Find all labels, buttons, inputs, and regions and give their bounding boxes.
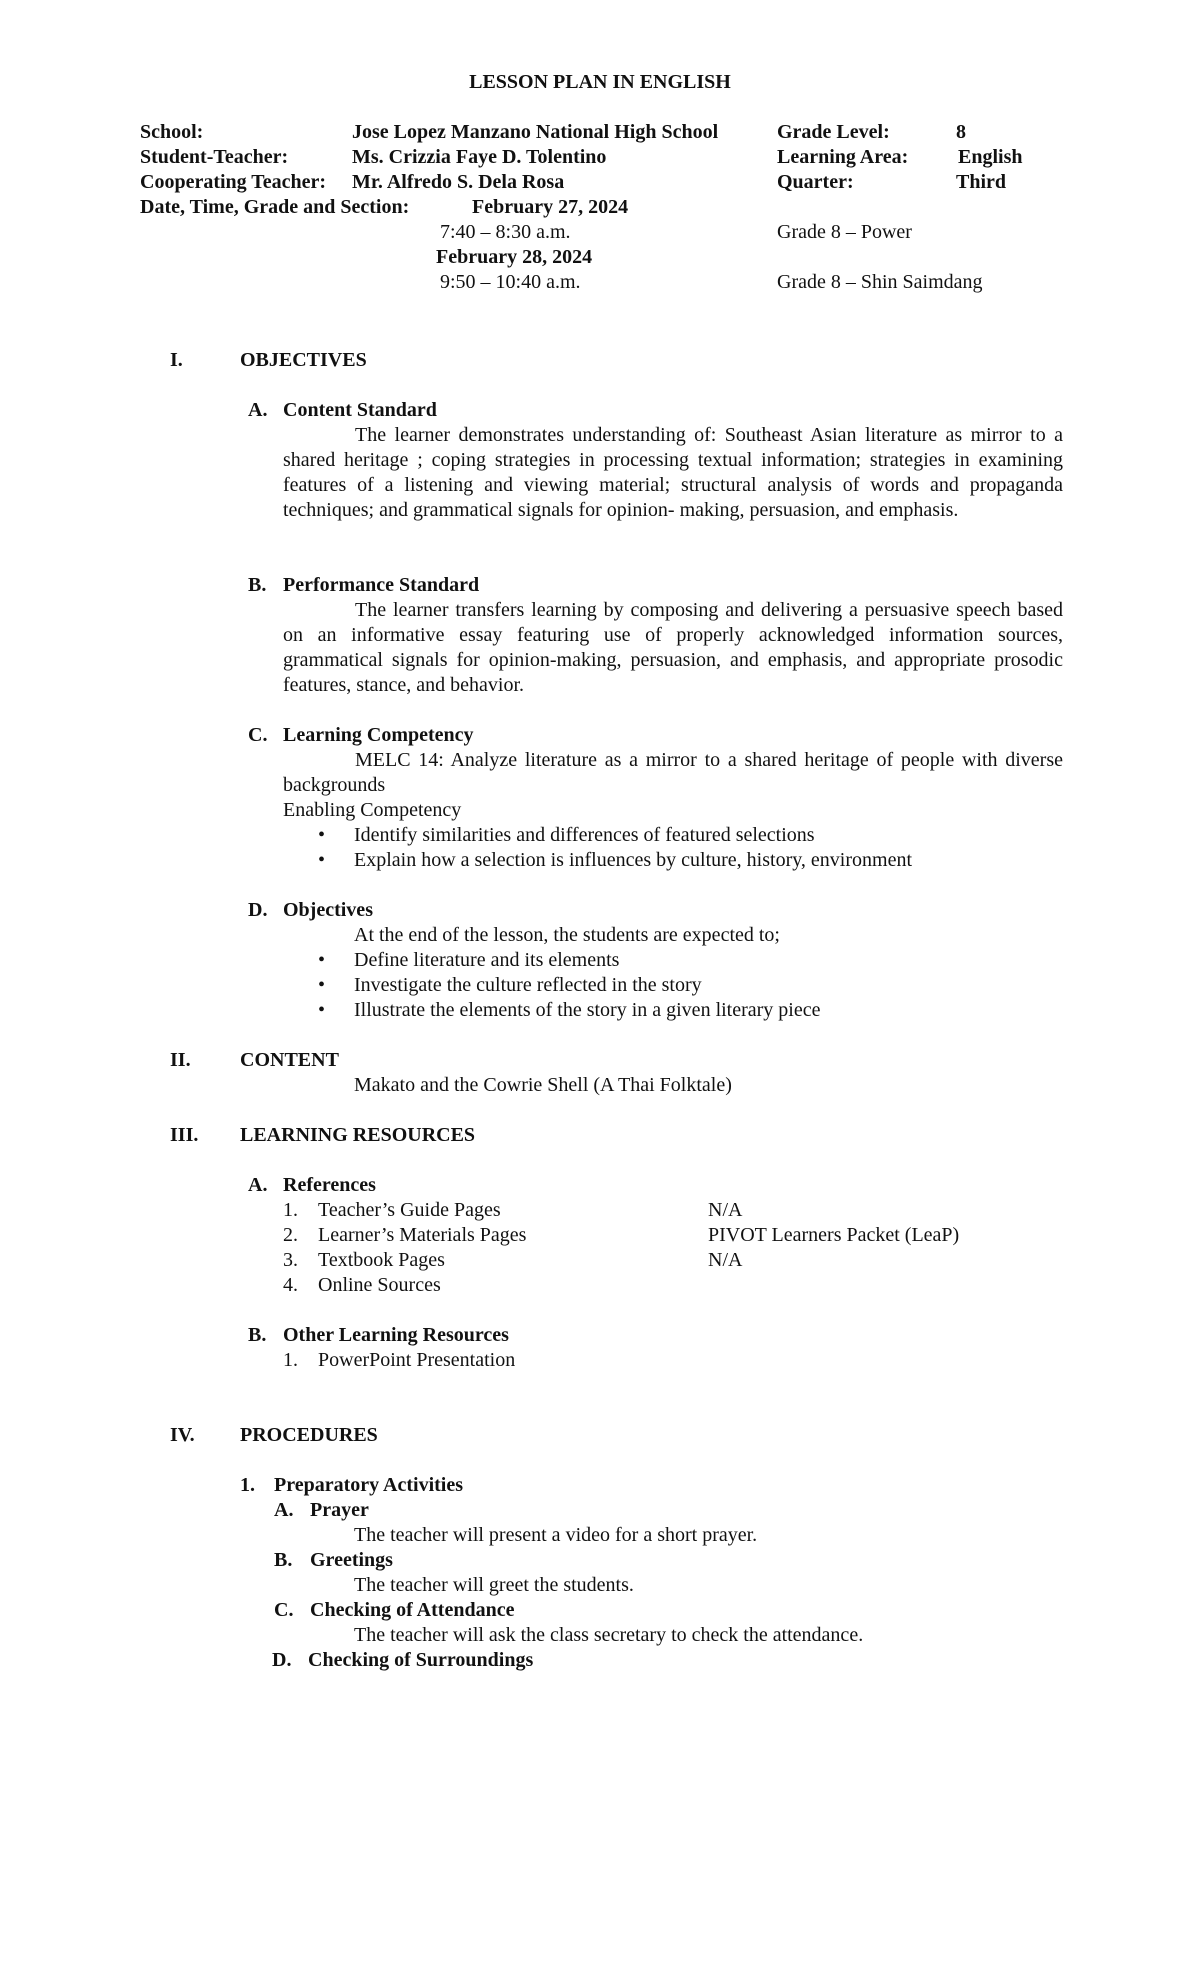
time-1: 7:40 – 8:30 a.m. (440, 221, 571, 243)
proc-item-text: The teacher will present a video for a short prayer. (354, 1524, 758, 1546)
res-b-title: Other Learning Resources (283, 1324, 509, 1346)
ref-num: 1. (283, 1199, 298, 1221)
section-num-iv: IV. (170, 1424, 195, 1446)
section-title-procedures: PROCEDURES (240, 1424, 378, 1446)
enabling-competency-label: Enabling Competency (283, 799, 462, 821)
content-text: Makato and the Cowrie Shell (A Thai Folktale) (354, 1074, 732, 1096)
grade-level-value: 8 (956, 121, 966, 143)
bullet-icon: • (318, 824, 326, 846)
proc-item-letter: B. (274, 1549, 293, 1571)
proc-1-title: Preparatory Activities (274, 1474, 464, 1496)
obj-b-letter: B. (248, 574, 267, 596)
school-value: Jose Lopez Manzano National High School (352, 121, 719, 143)
other-res-label: PowerPoint Presentation (318, 1349, 516, 1371)
proc-item-text: The teacher will ask the class secretary to check the attendance. (354, 1624, 864, 1646)
obj-a-title: Content Standard (283, 399, 437, 421)
proc-item-title: Prayer (310, 1499, 369, 1521)
obj-a-letter: A. (248, 399, 268, 421)
res-a-title: References (283, 1174, 376, 1196)
coop-teacher-value: Mr. Alfredo S. Dela Rosa (352, 171, 565, 193)
bullet-icon: • (318, 999, 326, 1021)
ref-value: PIVOT Learners Packet (LeaP) (708, 1224, 960, 1246)
bullet-icon: • (318, 849, 326, 871)
date-1: February 27, 2024 (472, 196, 629, 218)
learning-area-value: English (958, 146, 1023, 168)
coop-teacher-label: Cooperating Teacher: (140, 171, 327, 193)
section-num-ii: II. (170, 1049, 191, 1071)
section-2: Grade 8 – Shin Saimdang (777, 271, 983, 293)
section-title-objectives: OBJECTIVES (240, 349, 367, 371)
ref-label: Online Sources (318, 1274, 441, 1296)
ref-num: 3. (283, 1249, 298, 1271)
obj-c-letter: C. (248, 724, 268, 746)
section-title-content: CONTENT (240, 1049, 339, 1071)
section-title-learning-resources: LEARNING RESOURCES (240, 1124, 476, 1146)
document-title: LESSON PLAN IN ENGLISH (469, 71, 731, 93)
ref-label: Textbook Pages (318, 1249, 445, 1271)
other-res-num: 1. (283, 1349, 298, 1371)
ref-label: Learner’s Materials Pages (318, 1224, 527, 1246)
proc-item-title: Checking of Surroundings (308, 1649, 534, 1671)
section-num-i: I. (170, 349, 183, 371)
proc-item-title: Checking of Attendance (310, 1599, 515, 1621)
performance-standard-text: The learner transfers learning by composing and delivering a persuasive speech based on an informative essay featuring use of properly acknowledged information sources, grammatical signals for opinion-making, persuasion, and emphasis, and appropriate prosodic features, stance, and behavior. (283, 599, 1063, 696)
proc-item-title: Greetings (310, 1549, 393, 1571)
lesson-plan-page: LESSON PLAN IN ENGLISH School: Jose Lopez Manzano National High School Student-Teacher: Ms. Crizzia Faye D. Tolentino Cooperating Teacher: Mr. Alfredo S. Dela Rosa Date, Time, Grade and Section: February 27, 2024 7:40 – 8:30 a.m. February 28, 2024 9:50 – 10:40 a.m. Grade Level: 8 Learning Area: English Quarter: Third Grade 8 – Power Grade 8 – Shin Saimdang I. OBJECTIVES A. Content Standard The learner demonstrates understanding of: Southeast Asian literature as mirror to a shared heritage ; coping strategies in processing textual information; strategies in examining features of a listening and viewing material; structural analysis of words and propaganda techniques; and grammatical signals for opinion- making, persuasion, and emphasis. B. Performance Standard The learner transfers learning by composing and delivering a persuasive speech based on an informative essay featuring use of properly acknowledged information sources, grammatical signals for opinion-making, persuasion, and emphasis, and appropriate prosodic features, stance, and behavior. C. Learning Competency MELC 14: Analyze literature as a mirror to a shared heritage of people with diverse backgrounds Enabling Competency • Identify similarities and differences of featured selections • Explain how a selection is influences by culture, history, environment D. Objectives At the end of the lesson, the students are expected to; • Define literature and its elements • Investigate the culture reflected in the story • Illustrate the elements of the story in a given literary piece II. CONTENT Makato and the Cowrie Shell (A Thai Folktale) III. LEARNING RESOURCES A. References 1. Teacher’s Guide Pages N/A 2. Learner’s Materials Pages PIVOT Learners Packet (LeaP) 3. Textbook Pages N/A 4. Online Sources B. Other Learning Resources 1. PowerPoint Presentation IV. PROCEDURES 1. Preparatory Activities A. Prayer The teacher will present a video for a short prayer. B. Greetings The teacher will greet the students. C. Checking of Attendance The teacher will ask the class secretary to check the attendance. D. Checking of Surroundings (0, 0, 1200, 1976)
ref-num: 2. (283, 1224, 298, 1246)
ref-num: 4. (283, 1274, 298, 1296)
ref-label: Teacher’s Guide Pages (318, 1199, 501, 1221)
bullet-icon: • (318, 949, 326, 971)
quarter-label: Quarter: (777, 171, 854, 193)
proc-item-letter: A. (274, 1499, 294, 1521)
bullet-icon: • (318, 974, 326, 996)
grade-level-label: Grade Level: (777, 121, 890, 143)
obj-b-title: Performance Standard (283, 574, 480, 596)
school-label: School: (140, 121, 204, 143)
obj-d-letter: D. (248, 899, 268, 921)
proc-item-letter: D. (272, 1649, 292, 1671)
proc-item-text: The teacher will greet the students. (354, 1574, 634, 1596)
learning-competency-text: MELC 14: Analyze literature as a mirror to a shared heritage of people with diverse backgrounds (283, 749, 1063, 796)
time-2: 9:50 – 10:40 a.m. (440, 271, 581, 293)
obj-c-title: Learning Competency (283, 724, 474, 746)
student-teacher-value: Ms. Crizzia Faye D. Tolentino (352, 146, 607, 168)
content-standard-text: The learner demonstrates understanding of: Southeast Asian literature as mirror to a shared heritage ; coping strategies in processing textual information; strategies in examining features of a listening and viewing material; structural analysis of words and propaganda techniques; and grammatical signals for opinion- making, persuasion, and emphasis. (283, 424, 1063, 521)
datetime-label: Date, Time, Grade and Section: (140, 196, 410, 218)
res-b-letter: B. (248, 1324, 267, 1346)
proc-1-num: 1. (240, 1474, 255, 1496)
objectives-intro: At the end of the lesson, the students are expected to; (354, 924, 780, 946)
ref-value: N/A (708, 1249, 743, 1271)
res-a-letter: A. (248, 1174, 268, 1196)
date-2: February 28, 2024 (436, 246, 593, 268)
proc-item-letter: C. (274, 1599, 294, 1621)
section-num-iii: III. (170, 1124, 199, 1146)
section-1: Grade 8 – Power (777, 221, 912, 243)
student-teacher-label: Student-Teacher: (140, 146, 289, 168)
obj-d-title: Objectives (283, 899, 373, 921)
quarter-value: Third (956, 171, 1007, 193)
learning-area-label: Learning Area: (777, 146, 909, 168)
ref-value: N/A (708, 1199, 743, 1221)
